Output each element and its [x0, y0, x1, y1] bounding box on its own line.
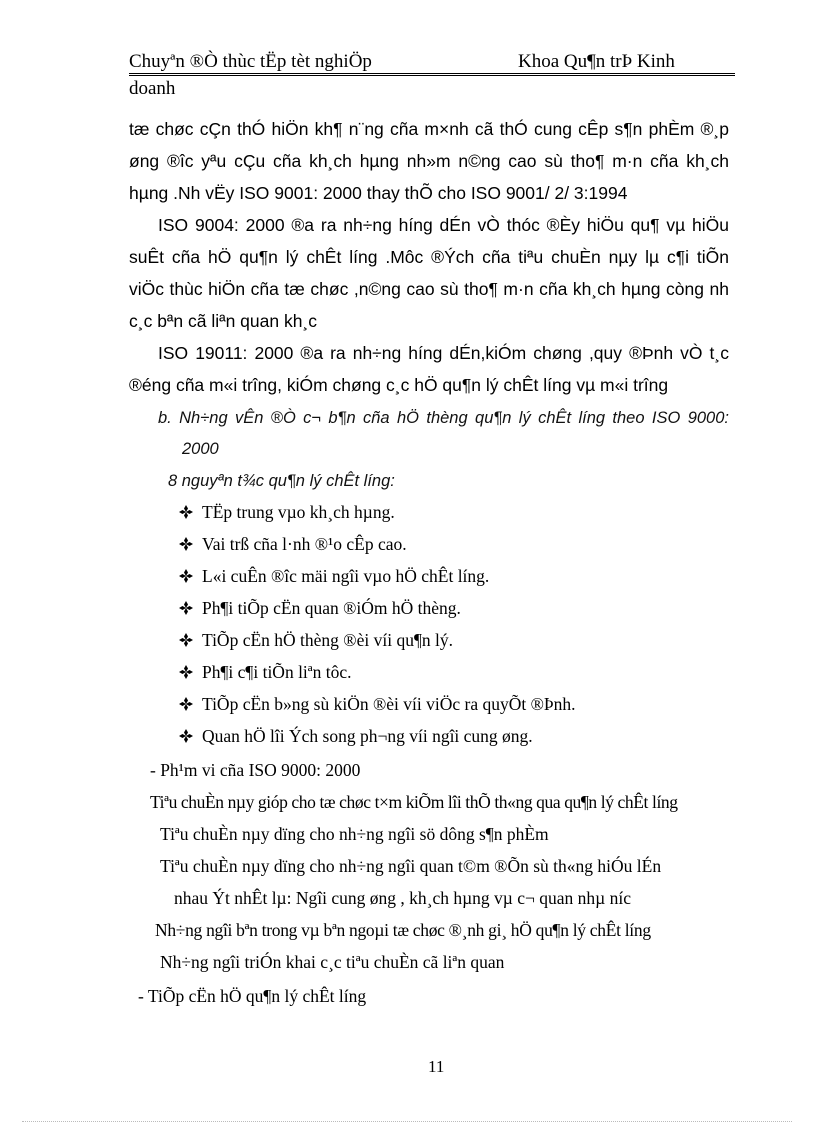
scope-line: Tiªu chuÈn nµy dïng cho nh÷ng ngîi quan t©m ®Õn sù th«ng hiÓu lÉn	[160, 856, 662, 876]
diamond-bullet-icon	[178, 728, 194, 744]
principle-item: TiÕp cËn hÖ thèng ®èi víi qu¶n lý.	[202, 630, 453, 650]
diamond-bullet-icon	[178, 632, 194, 648]
diamond-bullet-icon	[178, 664, 194, 680]
principle-item: L«i cuÊn ®îc mäi ngîi vµo hÖ chÊt líng.	[202, 566, 490, 586]
approach-title: - TiÕp cËn hÖ qu¶n lý chÊt líng	[138, 986, 367, 1006]
section-b-heading-cont: 2000	[182, 440, 219, 458]
diamond-bullet-icon	[178, 504, 194, 520]
para2-line4: c¸c bªn cã liªn quan kh¸c	[129, 311, 318, 331]
diamond-bullet-icon	[178, 536, 194, 552]
scope-title: - Ph¹m vi cña ISO 9000: 2000	[150, 760, 361, 780]
header-left: Chuyªn ®Ò thùc tËp tèt nghiÖp	[129, 51, 372, 72]
scope-line: Tiªu chuÈn nµy dïng cho nh÷ng ngîi sö dông s¶n phÈm	[160, 824, 549, 844]
principle-item: Quan hÖ lîi Ých song ph¬ng víi ngîi cung øng.	[202, 726, 533, 746]
principle-item: Vai trß cña l·nh ®¹o cÊp cao.	[202, 534, 407, 554]
scope-line: Nh÷ng ngîi bªn trong vµ bªn ngoµi tæ chøc ®¸nh gi¸ hÖ qu¶n lý chÊt líng	[155, 920, 651, 940]
scope-line: Tiªu chuÈn nµy gióp cho tæ chøc t×m kiÕm lîi thÕ th«ng qua qu¶n lý chÊt líng	[150, 792, 678, 812]
section-b-heading: b. Nh÷ng vÊn ®Ò c¬ b¶n cña hÖ thèng qu¶n lý chÊt líng theo ISO 9000:	[158, 409, 729, 427]
para2-line1: ISO 9004: 2000 ®a ra nh÷ng híng dÉn vÒ thóc ®Èy hiÖu qu¶ vµ hiÖu	[158, 215, 729, 235]
header-wrap: doanh	[129, 78, 176, 99]
scope-line: nhau Ýt nhÊt lµ: Ngîi cung øng , kh¸ch hµng vµ c¬ quan nhµ níc	[174, 888, 632, 908]
para2-line3: viÖc thùc hiÖn cña tæ chøc ,n©ng cao sù tho¶ m·n cña kh¸ch hµng còng nh	[129, 279, 729, 299]
header-rule	[129, 73, 735, 76]
para1-line2: øng ®îc yªu cÇu cña kh¸ch hµng nh»m n©ng cao sù tho¶ m·n cña kh¸ch	[129, 151, 729, 171]
header-right: Khoa Qu¶n trÞ Kinh	[518, 51, 675, 72]
para2-line2: suÊt cña hÖ qu¶n lý chÊt líng .Môc ®Ých cña tiªu chuÈn nµy lµ c¶i tiÕn	[129, 247, 729, 267]
principle-item: TËp trung vµo kh¸ch hµng.	[202, 502, 395, 522]
page-number: 11	[428, 1057, 445, 1076]
para1-line1: tæ chøc cÇn thÓ hiÖn kh¶ n¨ng cña m×nh cã thÓ cung cÊp s¶n phÈm ®¸p	[129, 119, 729, 139]
scope-line: Nh÷ng ngîi triÓn khai c¸c tiªu chuÈn cã liªn quan	[160, 952, 505, 972]
diamond-bullet-icon	[178, 600, 194, 616]
para3-line2: ®éng cña m«i trîng, kiÓm chøng c¸c hÖ qu¶n lý chÊt líng vµ m«i trîng	[129, 375, 669, 395]
page-bottom-edge	[22, 1121, 792, 1122]
principle-item: TiÕp cËn b»ng sù kiÖn ®èi víi viÖc ra quyÕt ®Þnh.	[202, 694, 576, 714]
diamond-bullet-icon	[178, 568, 194, 584]
para1-line3: hµng .Nh vËy ISO 9001: 2000 thay thÕ cho ISO 9001/ 2/ 3:1994	[129, 183, 628, 203]
principle-item: Ph¶i tiÕp cËn quan ®iÓm hÖ thèng.	[202, 598, 461, 618]
principles-title: 8 nguyªn t¾c qu¶n lý chÊt líng:	[168, 472, 395, 490]
para3-line1: ISO 19011: 2000 ®a ra nh÷ng híng dÉn,kiÓm chøng ,quy ®Þnh vÒ t¸c	[158, 343, 729, 363]
diamond-bullet-icon	[178, 696, 194, 712]
principle-item: Ph¶i c¶i tiÕn liªn tôc.	[202, 662, 352, 682]
